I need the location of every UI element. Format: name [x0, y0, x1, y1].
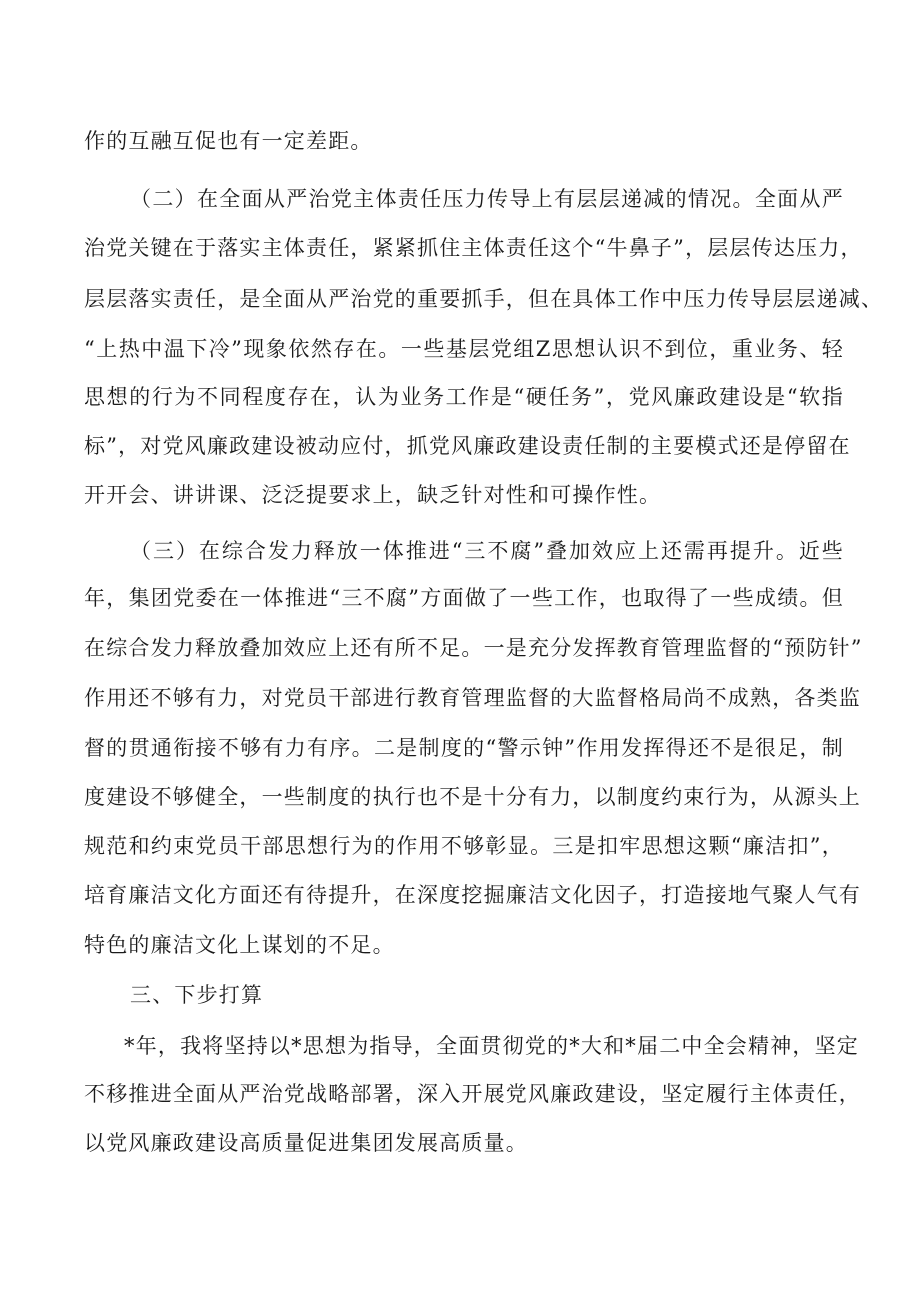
- paragraph-4-line-1: *年，我将坚持以*思想为指导，全面贯彻党的*大和*届二中全会精神，坚定: [124, 1034, 859, 1058]
- paragraph-2-line-6: 标”，对党风廉政建设被动应付，抓党风廉政建设责任制的主要模式还是停留在: [84, 434, 851, 458]
- paragraph-4-line-3: 以党风廉政建设高质量促进集团发展高质量。: [84, 1131, 528, 1155]
- paragraph-3-line-5: 督的贯通衔接不够有力有序。二是制度的“警示钟”作用发挥得还不是很足，制: [84, 736, 844, 760]
- paragraph-3-line-9: 特色的廉洁文化上谋划的不足。: [84, 933, 395, 957]
- paragraph-2-line-4: “上热中温下冷”现象依然存在。一些基层党组Z思想认识不到位，重业务、轻: [84, 337, 844, 361]
- paragraph-3-line-2: 年，集团党委在一体推进“三不腐”方面做了一些工作，也取得了一些成绩。但: [84, 586, 844, 610]
- paragraph-1-line-1: 作的互融互促也有一定差距。: [84, 129, 373, 153]
- paragraph-2-line-5: 思想的行为不同程度存在，认为业务工作是“硬任务”，党风廉政建设是“软指: [84, 385, 844, 409]
- paragraph-3-line-4: 作用还不够有力，对党员干部进行教育管理监督的大监督格局尚不成熟，各类监: [84, 686, 861, 710]
- paragraph-2-line-1: （二）在全面从严治党主体责任压力传导上有层层递减的情况。全面从严: [130, 187, 844, 211]
- paragraph-2-line-3: 层层落实责任，是全面从严治党的重要抓手，但在具体工作中压力传导层层递减、: [84, 287, 884, 311]
- paragraph-3-line-6: 度建设不够健全，一些制度的执行也不是十分有力，以制度约束行为，从源头上: [84, 785, 861, 809]
- paragraph-2-line-2: 治党关键在于落实主体责任，紧紧抓住主体责任这个“牛鼻子”，层层传达压力，: [84, 236, 863, 260]
- paragraph-3-line-8: 培育廉洁文化方面还有待提升，在深度挖掘廉洁文化因子，打造接地气聚人气有: [84, 883, 861, 907]
- paragraph-3-line-3: 在综合发力释放叠加效应上还有所不足。一是充分发挥教育管理监督的“预防针”: [84, 636, 863, 660]
- paragraph-2-line-7: 开开会、讲讲课、泛泛提要求上，缺乏针对性和可操作性。: [84, 483, 662, 507]
- paragraph-3-line-7: 规范和约束党员干部思想行为的作用不够彰显。三是扣牢思想这颗“廉洁扣”，: [84, 834, 844, 858]
- section-heading: 三、下步打算: [130, 983, 264, 1007]
- paragraph-4-line-2: 不移推进全面从严治党战略部署，深入开展党风廉政建设，坚定履行主体责任，: [84, 1082, 861, 1106]
- paragraph-3-line-1: （三）在综合发力释放一体推进“三不腐”叠加效应上还需再提升。近些: [130, 539, 844, 563]
